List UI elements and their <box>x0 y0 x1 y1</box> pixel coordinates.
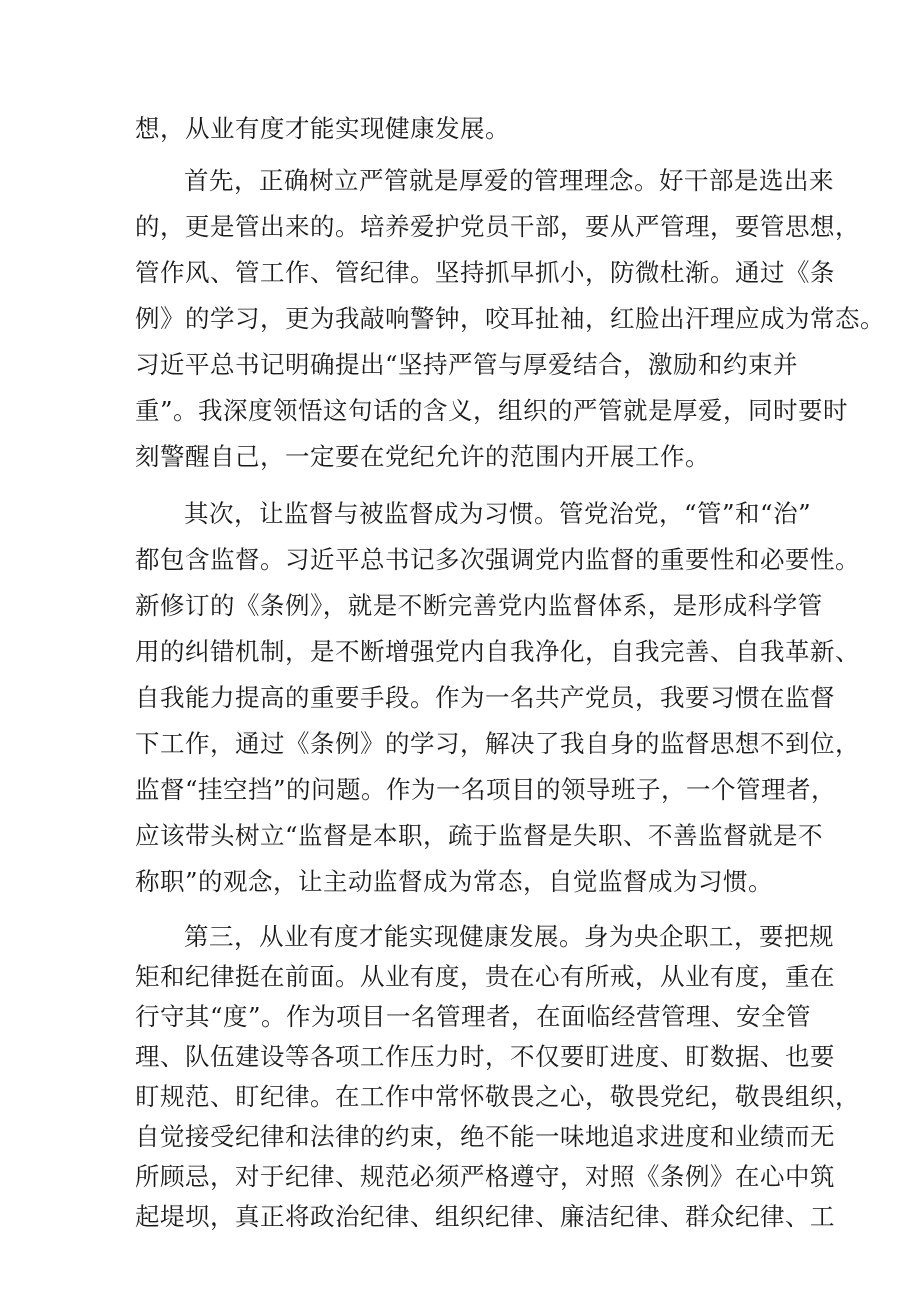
text-line: 新修订的《条例》，就是不断完善党内监督体系，是形成科学管 <box>135 591 823 620</box>
text-line: 首先，正确树立严管就是厚爱的管理理念。好干部是选出来 <box>184 166 834 195</box>
text-line: 下工作，通过《条例》的学习，解决了我自身的监督思想不到位， <box>135 729 860 758</box>
text-line: 盯规范、盯纪律。在工作中常怀敬畏之心，敬畏党纪，敬畏组织， <box>135 1082 860 1111</box>
text-line: 重”。我深度领悟这句话的含义，组织的严管就是厚爱，同时要时 <box>135 396 849 425</box>
text-line: 自觉接受纪律和法律的约束，绝不能一味地追求进度和业绩而无 <box>135 1122 835 1151</box>
text-line: 监督“挂空挡”的问题。作为一名项目的领导班子，一个管理者， <box>135 775 837 804</box>
text-line: 的，更是管出来的。培养爱护党员干部，要从严管理，要管思想， <box>135 212 860 241</box>
text-line: 第三，从业有度才能实现健康发展。身为央企职工，要把规 <box>184 922 834 951</box>
text-line: 管作风、管工作、管纪律。坚持抓早抓小，防微杜渐。通过《条 <box>135 258 835 287</box>
text-line: 习近平总书记明确提出“坚持严管与厚爱结合，激励和约束并 <box>135 350 799 379</box>
text-line: 称职”的观念，让主动监督成为常态，自觉监督成为习惯。 <box>135 867 774 896</box>
text-line: 行守其“度”。作为项目一名管理者，在面临经营管理、安全管 <box>135 1002 812 1031</box>
text-line: 用的纠错机制，是不断增强党内自我净化，自我完善、自我革新、 <box>135 637 860 666</box>
text-line: 其次，让监督与被监督成为习惯。管党治党，“管”和“治” <box>184 499 812 528</box>
text-line: 都包含监督。习近平总书记多次强调党内监督的重要性和必要性。 <box>135 545 860 574</box>
text-line: 自我能力提高的重要手段。作为一名共产党员，我要习惯在监督 <box>135 683 835 712</box>
text-line: 刻警醒自己，一定要在党纪允许的范围内开展工作。 <box>135 442 710 471</box>
text-line: 应该带头树立“监督是本职，疏于监督是失职、不善监督就是不 <box>135 821 824 850</box>
text-line: 所顾忌，对于纪律、规范必须严格遵守，对照《条例》在心中筑 <box>135 1162 835 1191</box>
text-line: 想，从业有度才能实现健康发展。 <box>135 114 510 143</box>
text-line: 起堤坝，真正将政治纪律、组织纪律、廉洁纪律、群众纪律、工 <box>135 1202 835 1231</box>
text-line: 矩和纪律挺在前面。从业有度，贵在心有所戒，从业有度，重在 <box>135 962 835 991</box>
text-line: 理、队伍建设等各项工作压力时，不仅要盯进度、盯数据、也要 <box>135 1042 835 1071</box>
text-line: 例》的学习，更为我敲响警钟，咬耳扯袖，红脸出汗理应成为常态。 <box>135 304 885 333</box>
